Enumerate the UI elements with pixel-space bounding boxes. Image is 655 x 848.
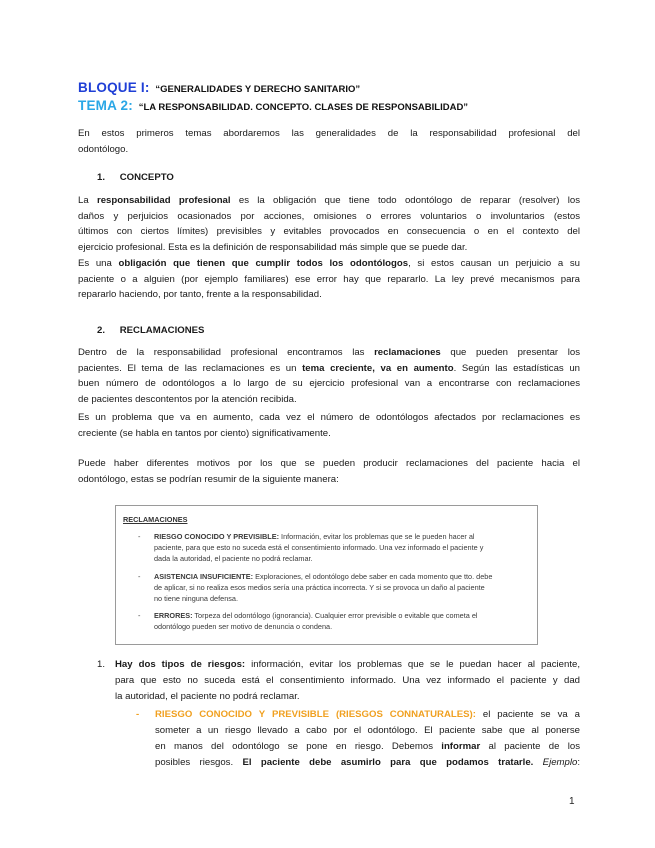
text-line: ejercicio profesional. Esta es la definición de responsabilidad más simple que se puede dar. — [78, 241, 468, 253]
section-2-paragraph-1 — [78, 345, 580, 407]
text-line: La responsabilidad profesional es la obligación que tiene todo odontólogo de reparar (resolver) los — [78, 195, 580, 206]
list-number: 1. — [97, 659, 106, 670]
sub-line: someter a un riesgo llevado a cabo por el odontólogo. El paciente sabe que al ponerse — [155, 725, 580, 736]
section-2-number: 2. — [97, 325, 106, 336]
box-heading: RECLAMACIONES — [123, 515, 188, 524]
text-line: Dentro de la responsabilidad profesional encontramos las reclamaciones que pueden presentar los — [78, 347, 581, 358]
text-line: últimos con ciertos límites) previsibles y evitables provocados en consecuencia o en el contexto del — [78, 226, 580, 238]
bloque-heading — [78, 80, 360, 95]
box-item-line: dada la autoridad, el paciente no podrá reclamar. — [154, 554, 313, 563]
box-bullet: - — [138, 532, 141, 541]
sub-bullet: - — [136, 709, 140, 720]
section-2-title: RECLAMACIONES — [119, 325, 205, 336]
box-item-line: odontólogo pueden ser motivo de denuncia o condena. — [154, 622, 333, 631]
intro-line: odontólogo. — [78, 143, 129, 155]
bloque-title: “GENERALIDADES Y DERECHO SANITARIO” — [155, 84, 361, 95]
text-line: buen número de odontólogos a lo largo de su ejercicio profesional van a encontrarse con reclamaciones — [78, 378, 580, 390]
section-1-number: 1. — [97, 172, 106, 183]
section-2-heading — [97, 325, 204, 336]
intro-paragraph — [78, 126, 580, 157]
section-2-paragraph-2 — [78, 410, 580, 441]
sub-line: posibles riesgos. El paciente debe asumirlo para que podamos tratarle. Ejemplo: — [155, 757, 581, 768]
box-bullet: - — [138, 572, 141, 581]
section-2-paragraph-3 — [78, 456, 580, 487]
page-number: 1 — [569, 796, 575, 807]
reclamaciones-box — [115, 505, 538, 645]
tema-title: “LA RESPONSABILIDAD. CONCEPTO. CLASES DE RESPONSABILIDAD” — [138, 102, 469, 113]
text-line: paciente o a alguien (por ejemplo familiares) ese error hay que repararlo. La ley prevé mecanismos para — [78, 273, 580, 285]
sub-line: en manos del odontólogo se pone en riesgo. Debemos informar al paciente de los — [155, 741, 580, 752]
box-item-line: de aplicar, si no realiza esos medios sería una práctica incorrecta. Y si se provoca un daño al paciente — [154, 583, 485, 592]
bloque-label: BLOQUE I: — [78, 80, 150, 95]
list-line: Hay dos tipos de riesgos: información, evitar los problemas que se le puedan hacer al paciente, — [115, 659, 580, 670]
section-1-heading — [97, 172, 174, 183]
sub-line: RIESGO CONOCIDO Y PREVISIBLE (RIESGOS CONNATURALES): el paciente se va a — [155, 709, 580, 720]
text-line: de pacientes descontentos por la atención recibida. — [78, 393, 297, 405]
box-item-line: no tiene ninguna defensa. — [154, 594, 238, 603]
text-line: daños y perjuicios ocasionados por acciones, omisiones o errores voluntarios o involuntarios (estos — [78, 210, 580, 222]
text-line: Es un problema que va en aumento, cada vez el número de odontólogos afectados por reclamaciones es — [78, 412, 580, 423]
tema-heading — [78, 98, 468, 113]
text-line: repararlo haciendo, por tanto, frente a la responsabilidad. — [78, 289, 322, 301]
list-line: para que esto no suceda está el consentimiento informado. Una vez informado el paciente y dad — [115, 675, 580, 686]
box-item-line: ASISTENCIA INSUFICIENTE: Exploraciones, el odontólogo debe saber en cada momento que tto. debe — [154, 572, 493, 581]
text-line: pacientes. El tema de las reclamaciones es un tema creciente, va en aumento. Según las estadísticas un — [78, 362, 581, 374]
tema-label: TEMA 2: — [78, 98, 133, 113]
section-1-paragraph-2 — [78, 256, 580, 303]
box-item-line: paciente, para que esto no suceda está el consentimiento informado. Una vez informado el paciente y — [154, 543, 484, 552]
list-line: la autoridad, el paciente no podrá reclamar. — [115, 691, 300, 702]
box-item-line: RIESGO CONOCIDO Y PREVISIBLE: Información, evitar los problemas que se le pueden hacer al — [154, 532, 475, 541]
text-line: creciente (se habla en tantos por ciento) significativamente. — [78, 427, 331, 439]
section-1-paragraph-1 — [78, 193, 580, 255]
text-line: odontólogo, estas se podrían resumir de la siguiente manera: — [78, 473, 339, 485]
text-line: Puede haber diferentes motivos por los que se pueden producir reclamaciones del paciente hacia el — [78, 458, 580, 469]
intro-line: En estos primeros temas abordaremos las generalidades de la responsabilidad profesional del — [78, 128, 580, 139]
text-line: Es una obligación que tienen que cumplir todos los odontólogos, si estos causan un perjuicio a su — [78, 258, 580, 269]
section-1-title: CONCEPTO — [119, 172, 174, 183]
box-bullet: - — [138, 611, 141, 620]
box-item-line: ERRORES: Torpeza del odontólogo (ignorancia). Cualquier error previsible o evitable que cometa el — [154, 611, 478, 620]
